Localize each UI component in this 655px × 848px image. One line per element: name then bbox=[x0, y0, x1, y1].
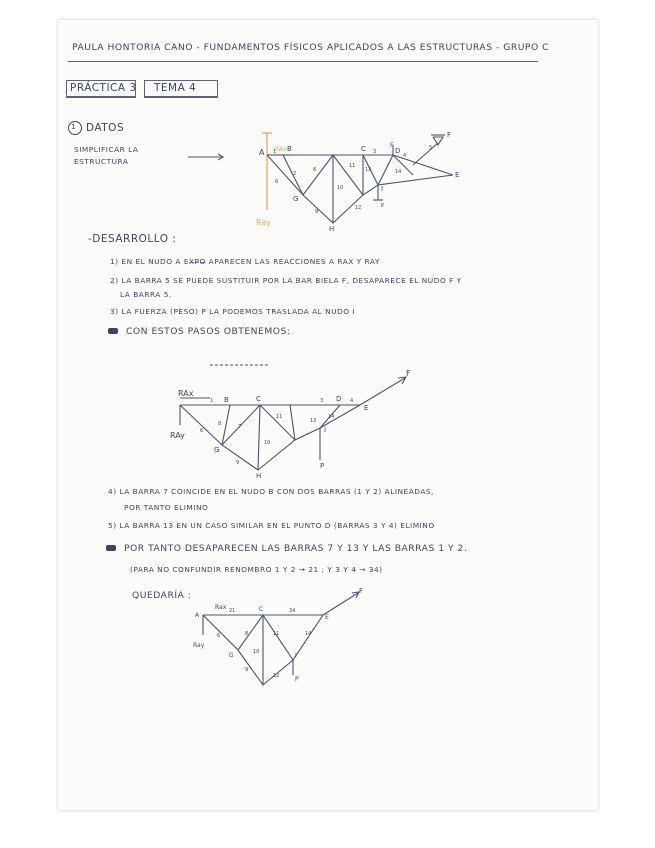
svg-text:A: A bbox=[259, 148, 265, 157]
svg-text:1: 1 bbox=[273, 149, 277, 155]
svg-text:H: H bbox=[329, 225, 335, 233]
quedaria-label: QUEDARÍA : bbox=[132, 590, 192, 601]
document-page bbox=[58, 20, 598, 810]
svg-text:RAx: RAx bbox=[178, 389, 194, 398]
svg-text:I: I bbox=[381, 185, 384, 193]
svg-text:10: 10 bbox=[264, 440, 271, 446]
svg-text:9: 9 bbox=[236, 460, 240, 466]
rax-label-d1: RAx bbox=[275, 146, 287, 153]
svg-text:8: 8 bbox=[313, 167, 317, 173]
svg-text:34: 34 bbox=[289, 608, 296, 614]
svg-text:21: 21 bbox=[229, 608, 236, 614]
svg-text:2: 2 bbox=[293, 171, 297, 177]
conclusion: POR TANTO DESAPARECEN LAS BARRAS 7 Y 13 Y LAS BARRAS 1 Y 2. bbox=[124, 543, 468, 554]
svg-text:11: 11 bbox=[273, 631, 280, 637]
svg-text:G: G bbox=[214, 446, 220, 454]
svg-text:12: 12 bbox=[355, 205, 362, 211]
svg-text:P: P bbox=[295, 676, 299, 683]
step-3: 3) LA FUERZA (PESO) P LA PODEMOS TRASLADA AL NUDO I bbox=[110, 307, 356, 316]
svg-text:E: E bbox=[455, 171, 460, 179]
svg-text:P: P bbox=[320, 462, 325, 470]
svg-text:9: 9 bbox=[245, 667, 249, 673]
svg-text:13: 13 bbox=[310, 418, 317, 424]
bullet-scribble-1 bbox=[108, 328, 118, 334]
step-2: 2) LA BARRA 5 SE PUEDE SUSTITUIR POR LA BAR BIELA F, DESAPARECE EL NUDO F Y bbox=[110, 276, 462, 285]
simplify-line-2: ESTRUCTURA bbox=[74, 157, 129, 166]
svg-text:F: F bbox=[359, 587, 364, 595]
svg-text:F: F bbox=[406, 369, 411, 378]
svg-text:RAy: RAy bbox=[170, 431, 185, 440]
svg-text:F: F bbox=[390, 142, 394, 149]
svg-text:I: I bbox=[295, 652, 297, 659]
step-5: 5) LA BARRA 13 EN UN CASO SIMILAR EN EL PUNTO D (BARRAS 3 Y 4) ELIMINO bbox=[108, 521, 435, 530]
svg-text:4: 4 bbox=[403, 153, 407, 159]
svg-text:11: 11 bbox=[276, 414, 283, 420]
svg-text:10: 10 bbox=[337, 185, 344, 191]
simplify-line-1: SIMPLIFICAR LA bbox=[74, 145, 139, 154]
svg-text:P: P bbox=[381, 203, 385, 209]
svg-text:4: 4 bbox=[350, 398, 354, 404]
svg-text:6: 6 bbox=[217, 633, 221, 639]
svg-text:14: 14 bbox=[328, 414, 335, 420]
svg-text:F: F bbox=[447, 131, 452, 139]
svg-text:Rax: Rax bbox=[215, 604, 227, 611]
svg-text:6: 6 bbox=[200, 428, 204, 434]
svg-text:12: 12 bbox=[273, 673, 280, 679]
header-underline bbox=[68, 61, 538, 62]
svg-text:3: 3 bbox=[320, 398, 324, 404]
section-title: DATOS bbox=[86, 122, 125, 134]
practica-label: PRÁCTICA 3 bbox=[70, 82, 137, 94]
truss-diagram-original bbox=[253, 115, 460, 233]
svg-text:H: H bbox=[256, 472, 262, 480]
svg-text:D: D bbox=[336, 395, 342, 403]
section-number: 1 bbox=[71, 122, 77, 131]
svg-text:3: 3 bbox=[373, 149, 377, 155]
svg-text:11: 11 bbox=[349, 163, 356, 169]
svg-text:1: 1 bbox=[210, 398, 214, 404]
ray-label-d1: Ray bbox=[256, 218, 272, 227]
desarrollo-title: -DESARROLLO : bbox=[88, 233, 177, 245]
step-1: 1) EN EL NUDO A EX̶P̶O̶ APARECEN LAS REACCIONES A RAX Y RAY bbox=[110, 257, 380, 266]
svg-text:C: C bbox=[259, 606, 264, 613]
tema-label: TEMA 4 bbox=[154, 82, 197, 94]
svg-text:Ray: Ray bbox=[193, 642, 205, 649]
svg-text:D: D bbox=[395, 147, 401, 155]
svg-text:A: A bbox=[195, 612, 200, 619]
step-2-cont: LA BARRA 5. bbox=[120, 290, 172, 299]
svg-text:I: I bbox=[324, 426, 327, 434]
truss-diagram-final bbox=[193, 585, 373, 685]
step-4-cont: POR TANTO ELIMINO bbox=[124, 503, 209, 512]
svg-text:13: 13 bbox=[365, 167, 372, 173]
svg-text:9: 9 bbox=[315, 209, 319, 215]
truss-diagram-simplified bbox=[170, 360, 410, 480]
svg-text:14: 14 bbox=[305, 631, 312, 637]
step-4: 4) LA BARRA 7 COINCIDE EN EL NUDO B CON DOS BARRAS (1 Y 2) ALINEADAS, bbox=[108, 487, 434, 496]
svg-text:8: 8 bbox=[245, 631, 249, 637]
svg-text:B: B bbox=[287, 145, 292, 153]
header-title: PAULA HONTORIA CANO - FUNDAMENTOS FÍSICOS APLICADOS A LAS ESTRUCTURAS - GRUPO C bbox=[72, 42, 550, 53]
bullet-scribble-2 bbox=[106, 545, 116, 551]
svg-text:C: C bbox=[256, 395, 261, 403]
svg-text:7: 7 bbox=[238, 424, 242, 430]
svg-text:5: 5 bbox=[429, 145, 433, 151]
svg-text:G: G bbox=[293, 195, 299, 203]
svg-text:E: E bbox=[325, 614, 329, 621]
arrow-right-icon bbox=[188, 152, 228, 162]
svg-text:B: B bbox=[224, 396, 229, 404]
svg-text:8: 8 bbox=[218, 421, 222, 427]
svg-text:E: E bbox=[364, 404, 369, 412]
svg-text:6: 6 bbox=[275, 179, 279, 185]
svg-text:14: 14 bbox=[395, 169, 402, 175]
svg-text:G: G bbox=[229, 652, 234, 659]
step-obtenemos: CON ESTOS PASOS OBTENEMOS: bbox=[126, 326, 291, 337]
rename-note: (PARA NO CONFUNDIR RENOMBRO 1 Y 2 → 21 ; Y 3 Y 4 → 34) bbox=[130, 565, 383, 574]
svg-text:C: C bbox=[361, 145, 366, 153]
svg-text:10: 10 bbox=[253, 649, 260, 655]
